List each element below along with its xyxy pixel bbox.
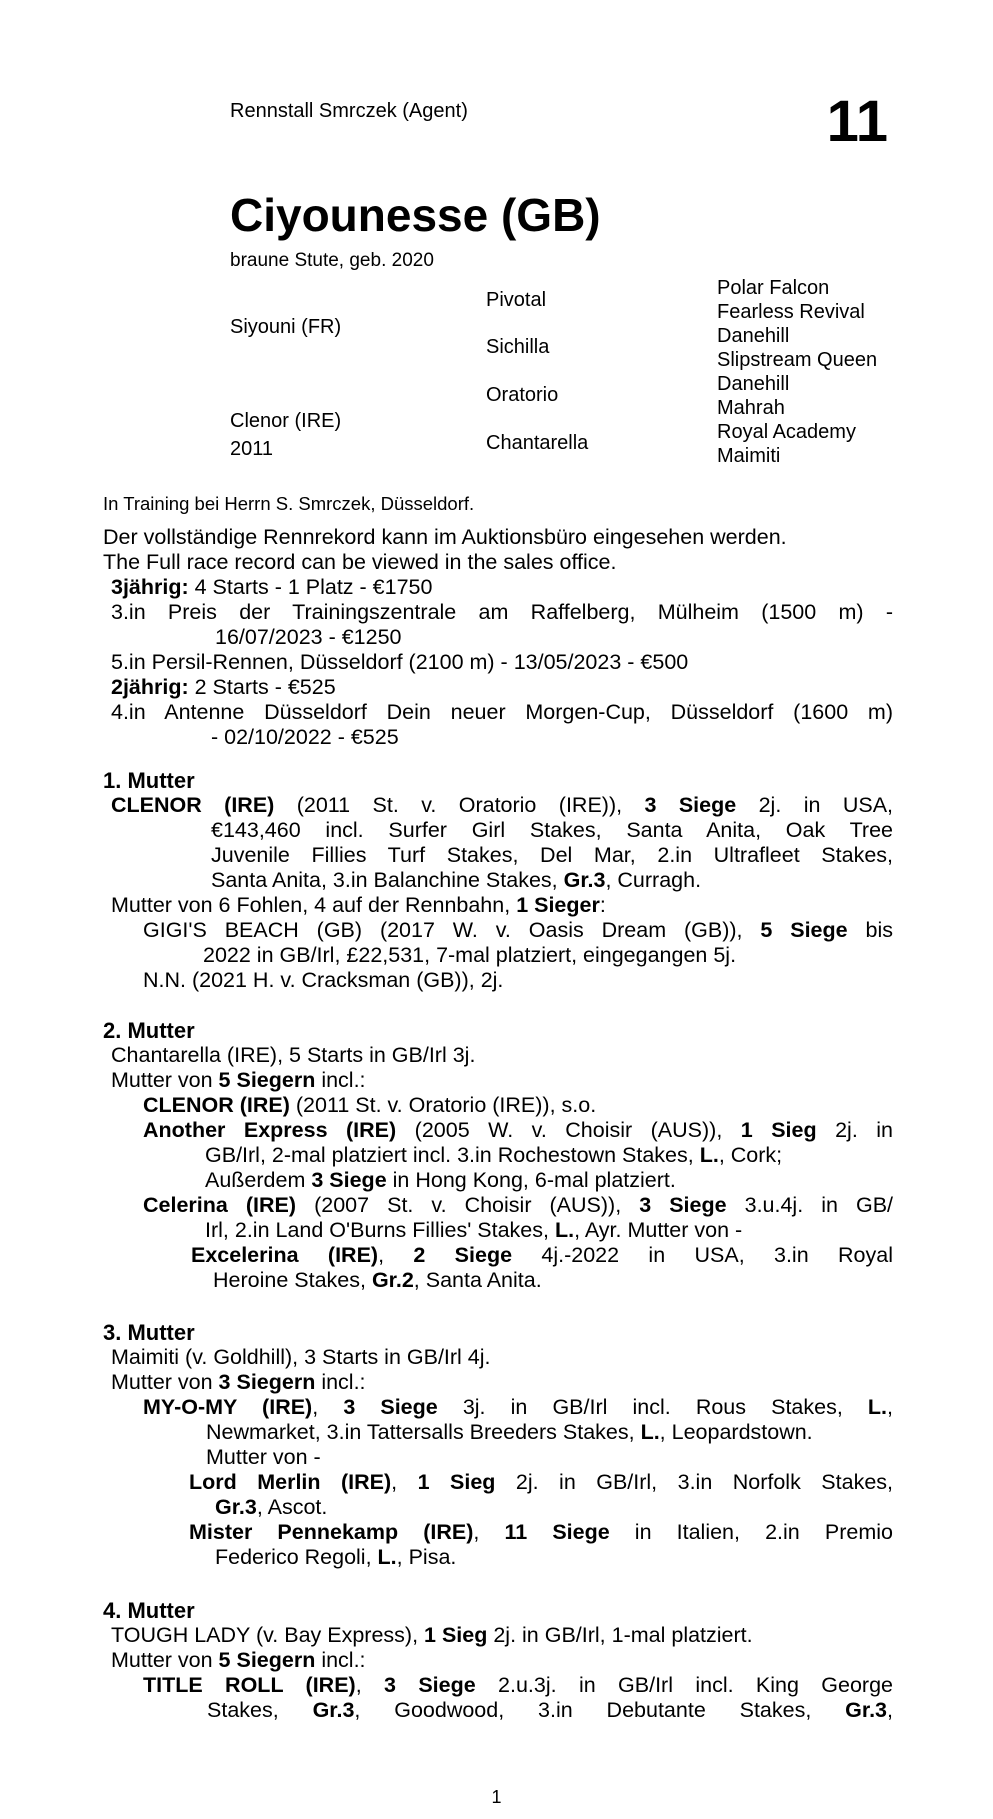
second-dam-produce: Mutter von 5 Siegern incl.: (111, 1068, 366, 1092)
form-3yo-race: 3.in Preis der Trainingszentrale am Raffelberg, Mülheim (1500 m) - (111, 600, 893, 624)
first-dam-line: CLENOR (IRE) (2011 St. v. Oratorio (IRE)), 3 Siege 2j. in USA, (111, 793, 894, 817)
pedigree-sire: Siyouni (FR) (230, 316, 342, 338)
third-dam-offspring: Mutter von - (206, 1445, 321, 1469)
first-dam-offspring: N.N. (2021 H. v. Cracksman (GB)), 2j. (143, 968, 504, 992)
first-dam-offspring: GIGI'S BEACH (GB) (2017 W. v. Oasis Dream (GB)), 5 Siege bis (143, 918, 893, 942)
pedigree-gen3: Slipstream Queen (717, 349, 878, 371)
form-3yo-summary: 3jährig: 4 Starts - 1 Platz - €1750 (111, 575, 433, 599)
pedigree-gen2: Oratorio (486, 384, 559, 406)
pedigree-gen2: Chantarella (486, 432, 589, 454)
pedigree-gen3: Danehill (717, 373, 790, 395)
second-dam-offspring: Außerdem 3 Siege in Hong Kong, 6-mal platziert. (205, 1168, 676, 1192)
first-dam-line: Santa Anita, 3.in Balanchine Stakes, Gr.3, Curragh. (211, 868, 702, 892)
first-dam-heading: 1. Mutter (103, 768, 195, 793)
pedigree-gen3: Fearless Revival (717, 301, 865, 323)
second-dam-section (103, 1018, 893, 1293)
pedigree-gen2: Pivotal (486, 289, 547, 311)
second-dam-grand-offspring: Excelerina (IRE), 2 Siege 4j.-2022 in USA, 3.in Royal (191, 1243, 893, 1267)
first-dam-line: Juvenile Fillies Turf Stakes, Del Mar, 2.in Ultrafleet Stakes, (211, 843, 893, 867)
second-dam-offspring: GB/Irl, 2-mal platziert incl. 3.in Rochestown Stakes, L., Cork; (205, 1143, 783, 1167)
second-dam-line: Chantarella (IRE), 5 Starts in GB/Irl 3j. (111, 1043, 476, 1067)
lot-number: 11 (826, 89, 888, 154)
third-dam-line: Maimiti (v. Goldhill), 3 Starts in GB/Irl 4j. (111, 1345, 491, 1369)
third-dam-produce: Mutter von 3 Siegern incl.: (111, 1370, 366, 1394)
third-dam-offspring: Newmarket, 3.in Tattersalls Breeders Stakes, L., Leopardstown. (206, 1420, 813, 1444)
record-note-de: Der vollständige Rennrekord kann im Auktionsbüro eingesehen werden. (103, 525, 787, 549)
first-dam-section (103, 768, 893, 993)
horse-name: Ciyounesse (GB) (230, 189, 601, 241)
race-record (103, 525, 893, 750)
pedigree-gen3: Mahrah (717, 397, 785, 419)
page-number: 1 (491, 1787, 502, 1807)
pedigree-dam: Clenor (IRE) (230, 410, 342, 432)
fourth-dam-section (103, 1598, 893, 1723)
third-dam-offspring: MY-O-MY (IRE), 3 Siege 3j. in GB/Irl incl. Rous Stakes, L., (143, 1395, 893, 1419)
fourth-dam-line: TOUGH LADY (v. Bay Express), 1 Sieg 2j. in GB/Irl, 1-mal platziert. (111, 1623, 753, 1647)
second-dam-offspring: Another Express (IRE) (2005 W. v. Choisir (AUS)), 1 Sieg 2j. in (143, 1118, 894, 1142)
agent-name: Rennstall Smrczek (Agent) (230, 100, 468, 122)
third-dam-heading: 3. Mutter (103, 1320, 195, 1345)
form-2yo-summary: 2jährig: 2 Starts - €525 (111, 675, 336, 699)
pedigree-gen3: Danehill (717, 325, 790, 347)
horse-description: braune Stute, geb. 2020 (230, 250, 434, 271)
second-dam-offspring: Celerina (IRE) (2007 St. v. Choisir (AUS)), 3 Siege 3.u.4j. in GB/ (143, 1193, 894, 1217)
pedigree-gen3: Polar Falcon (717, 277, 830, 299)
training-note: In Training bei Herrn S. Smrczek, Düsseldorf. (103, 493, 475, 514)
form-3yo-race-date: 16/07/2023 - €1250 (215, 625, 402, 649)
pedigree-gen3: Royal Academy (717, 421, 856, 443)
first-dam-produce: Mutter von 6 Fohlen, 4 auf der Rennbahn, 1 Sieger: (111, 893, 606, 917)
third-dam-grand-offspring: Federico Regoli, L., Pisa. (215, 1545, 457, 1569)
second-dam-heading: 2. Mutter (103, 1018, 195, 1043)
form-2yo-race-date: - 02/10/2022 - €525 (211, 725, 399, 749)
fourth-dam-offspring: Stakes, Gr.3, Goodwood, 3.in Debutante Stakes, Gr.3, (207, 1698, 893, 1722)
first-dam-line: €143,460 incl. Surfer Girl Stakes, Santa Anita, Oak Tree (211, 818, 893, 842)
second-dam-offspring: Irl, 2.in Land O'Burns Fillies' Stakes, L., Ayr. Mutter von - (205, 1218, 743, 1242)
first-dam-offspring: 2022 in GB/Irl, £22,531, 7-mal platziert, eingegangen 5j. (203, 943, 737, 967)
form-2yo-race: 4.in Antenne Düsseldorf Dein neuer Morgen-Cup, Düsseldorf (1600 m) (111, 700, 893, 724)
pedigree-gen3: Maimiti (717, 445, 781, 467)
third-dam-grand-offspring: Gr.3, Ascot. (215, 1495, 328, 1519)
form-3yo-race: 5.in Persil-Rennen, Düsseldorf (2100 m) - 13/05/2023 - €500 (111, 650, 689, 674)
second-dam-offspring: CLENOR (IRE) (2011 St. v. Oratorio (IRE)), s.o. (143, 1093, 597, 1117)
record-note-en: The Full race record can be viewed in the sales office. (103, 550, 617, 574)
fourth-dam-offspring: TITLE ROLL (IRE), 3 Siege 2.u.3j. in GB/Irl incl. King George (143, 1673, 894, 1697)
fourth-dam-produce: Mutter von 5 Siegern incl.: (111, 1648, 366, 1672)
third-dam-grand-offspring: Mister Pennekamp (IRE), 11 Siege in Italien, 2.in Premio (189, 1520, 893, 1544)
pedigree-dam-year: 2011 (230, 438, 274, 460)
pedigree-gen2: Sichilla (486, 336, 550, 358)
second-dam-grand-offspring: Heroine Stakes, Gr.2, Santa Anita. (213, 1268, 542, 1292)
third-dam-grand-offspring: Lord Merlin (IRE), 1 Sieg 2j. in GB/Irl, 3.in Norfolk Stakes, (189, 1470, 893, 1494)
fourth-dam-heading: 4. Mutter (103, 1598, 195, 1623)
third-dam-section (103, 1320, 893, 1570)
